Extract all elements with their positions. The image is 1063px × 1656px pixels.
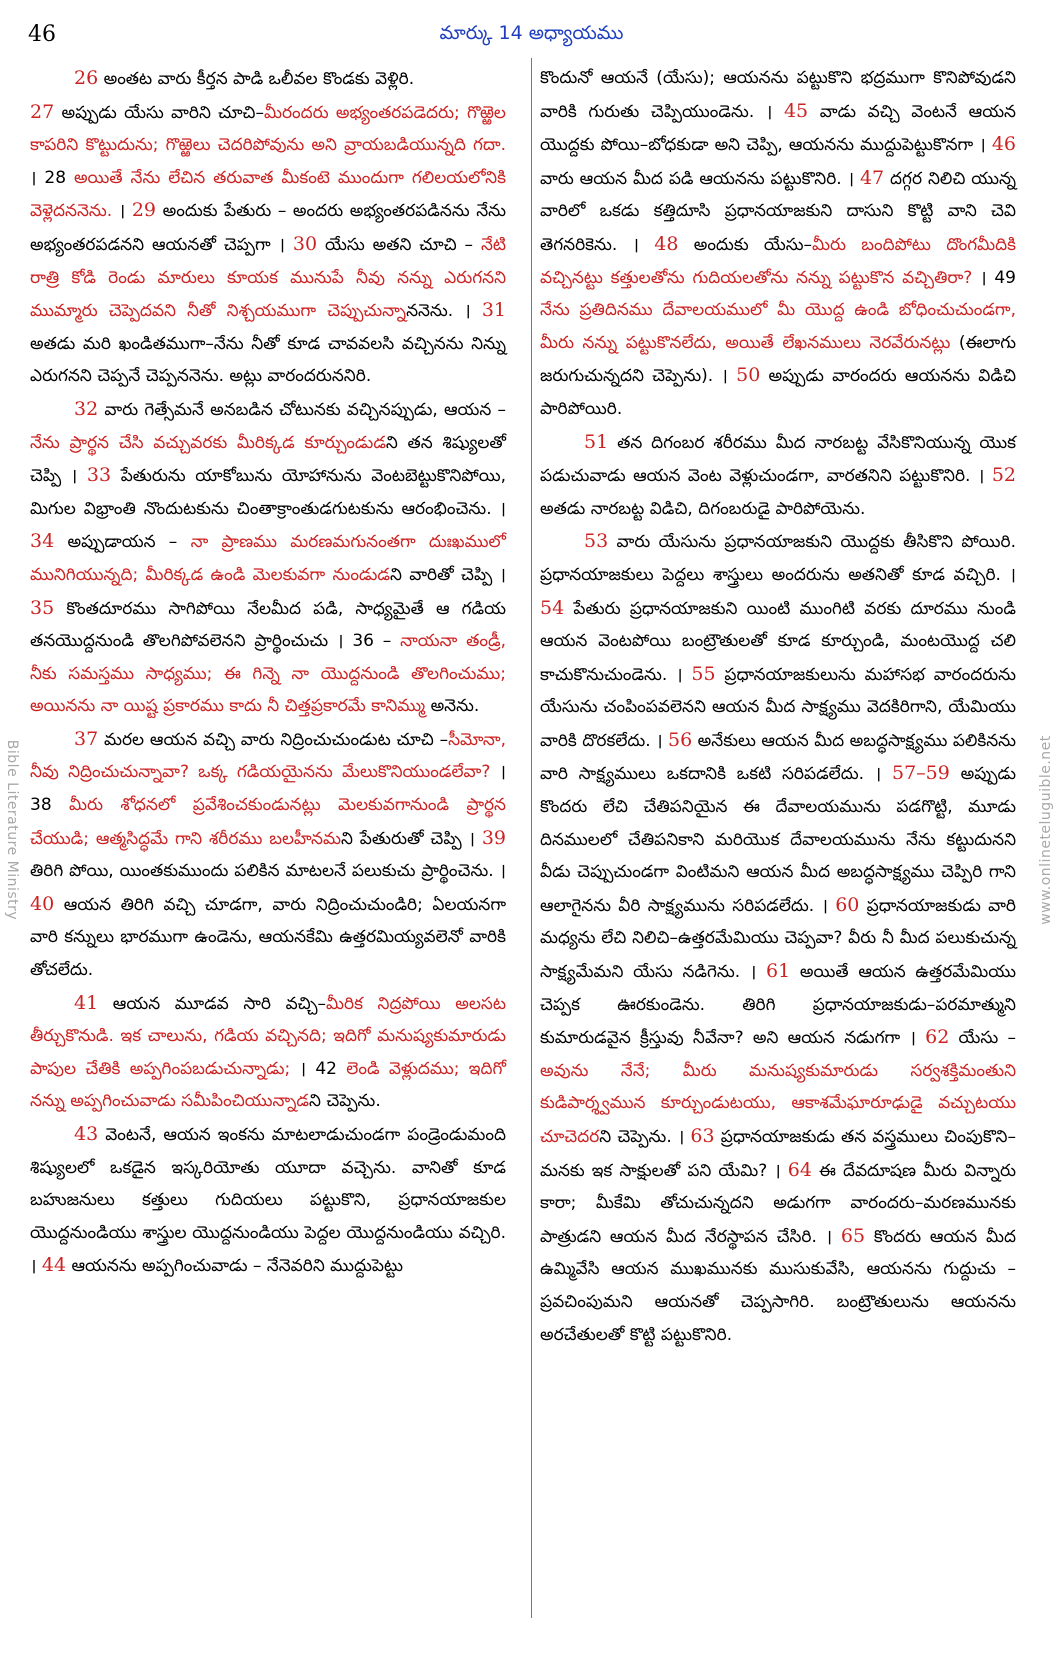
- verse-number: 57–59: [892, 762, 950, 785]
- paragraph: [540, 525, 1016, 1351]
- verse-text: వారు ఆయన మీద పడి ఆయనను పట్టుకొనిరి. ।: [540, 168, 860, 189]
- column-divider: [531, 58, 532, 1618]
- verse-text: తన దిగంబర శరీరము మీద నారబట్ట వేసికొనియున్న యొక పడుచువాడు ఆయన వెంట వెళ్లుచుండగా, వారతనిని పట్టుకొనిరి. ।: [540, 432, 1016, 487]
- words-of-jesus: మీరు శోధనలో ప్రవేశించకుండునట్లు మెలకువగానుండి ప్రార్థన చేయుడి; ఆత్మసిద్ధమే గాని శరీరము బలహీనమ: [30, 795, 506, 849]
- verse-text: అతడు మరి ఖండితముగా–నేను నీతో కూడ చావవలసి వచ్చినను నిన్ను ఎరుగనని చెప్పనే చెప్పననెను. అట్లు వారందరుననిరి.: [30, 333, 506, 387]
- verse-text: । 28: [30, 167, 74, 188]
- words-of-jesus: అయితే నేను లేచిన తరువాత మీకంటె ముందుగా గలిలయలోనికి వెళ్లెదననెను.: [30, 167, 506, 222]
- verse-number: 48: [654, 232, 679, 255]
- verse-number: 44: [41, 1254, 67, 1277]
- words-of-jesus: మీరందరు అభ్యంతరపడెదరు; గొఱ్ఱెల కాపరిని కొట్టుదును; గొఱ్ఱెలు చెదరిపోవును అని వ్రాయబడియున్నది గదా.: [30, 102, 506, 156]
- verse-text: ప్రధానయాజకులును మహాసభ వారందరును యేసును చంపింపవలెనని ఆయన మీద సాక్ష్యము వెదకిరిగాని, యేమియు వారికి దొరకలేదు. ।: [540, 664, 1016, 751]
- verse-number: 32: [74, 397, 99, 420]
- words-of-jesus: నేను ప్రతిదినము దేవాలయములో మీ యొద్ద ఉండి బోధించుచుండగా, మీరు నన్ను పట్టుకొనలేదు, అయితే లేఖనములు నెరవేరునట్లు: [540, 300, 1016, 353]
- verse-text: । 49: [972, 267, 1016, 288]
- verse-text: ని తన శిష్యులతో చెప్పి ।: [30, 432, 506, 487]
- words-of-jesus: నాయనా తండ్రీ, నీకు సమస్తము సాధ్యము; ఈ గిన్నె నా యొద్దనుండి తొలగించుము; అయినను నా యిష్ట ప్రకారము కాదు నీ చిత్తప్రకారమే కానిమ్ము: [30, 631, 507, 717]
- verse-number: 43: [74, 1123, 99, 1145]
- verse-number: 40: [30, 892, 55, 915]
- verse-text: కొందునో ఆయనే (యేసు); ఆయనను పట్టుకొని భద్రముగా కొనిపోవుడని వారికి గురుతు చెప్పియుండెను. ।: [540, 68, 1016, 122]
- verse-number: 56: [668, 728, 693, 751]
- verse-number: 65: [840, 1224, 866, 1247]
- words-of-jesus: లెండి వెళ్లుదము; ఇదిగో నన్ను అప్పగించువాడు సమీపించియున్నాడ: [30, 1058, 506, 1112]
- verse-number: 31: [481, 299, 507, 322]
- verse-text: ।: [112, 201, 132, 222]
- right-column: [540, 62, 1016, 1351]
- verse-text: అప్పుడు వారందరు ఆయనను విడిచి పారిపోయిరి.: [540, 366, 1016, 419]
- verse-number: 62: [925, 1026, 950, 1049]
- verse-number: 34: [30, 530, 55, 553]
- verse-text: అయితే ఆయన ఉత్తరమేమియు చెప్పక ఊరకుండెను. తిరిగి ప్రధానయాజకుడు–పరమాత్ముని కుమారుడవైన క్రీస్తువు నీవేనా? అని ఆయన నడుగగా ।: [540, 962, 1016, 1049]
- words-of-jesus: నేను ప్రార్థన చేసి వచ్చువరకు మీరిక్కడ కూర్చుండుడ: [30, 432, 386, 453]
- verse-number: 46: [991, 133, 1016, 156]
- verse-text: అంతట వారు కీర్తన పాడి ఒలీవల కొండకు వెళ్లిరి.: [98, 69, 415, 89]
- verse-text: ని చెప్పెను). ।: [631, 366, 737, 387]
- verse-text: దగ్గర నిలిచి యున్న వారిలో ఒకడు కత్తిదూసి ప్రధానయాజకుని దాసుని కొట్టి వాని చెవి తెగనరికెను. ।: [540, 168, 1016, 255]
- verse-number: 60: [835, 893, 860, 916]
- verse-number: 64: [787, 1158, 812, 1181]
- side-text-ministry: Bible Literature Ministry: [4, 739, 20, 921]
- verse-text: ఈ దేవదూషణ మీరు విన్నారు కారా; మీకేమి తోచుచున్నదని అడుగగా వారందరు–మరణమునకు పాత్రుడని ఆయన మీద నేరస్థాపన చేసిరి. ।: [540, 1160, 1016, 1247]
- paragraph: [30, 723, 506, 987]
- paragraph: [30, 393, 506, 723]
- verse-text: ని వారితో చెప్పి ।: [389, 564, 506, 585]
- verse-number: 33: [86, 464, 112, 487]
- page-header: [0, 0, 1063, 56]
- verse-text: తిరిగి పోయి, యింతకుముందు పలికిన మాటలనే పలుకుచు ప్రార్థించెను. ।: [30, 861, 506, 882]
- verse-text: అతడు నారబట్ట విడిచి, దిగంబరుడై పారిపోయెను.: [540, 498, 866, 519]
- verse-text: వాడు వచ్చి వెంటనే ఆయన యొద్దకు పోయి–బోధకుడా అని చెప్పి, ఆయనను ముద్దుపెట్టుకొనగా ।: [540, 101, 1016, 156]
- verse-text: । 38: [30, 762, 506, 816]
- words-of-jesus: నా ప్రాణము మరణమగునంతగా దుఃఖములో మునిగియున్నది; మీరిక్కడ ఉండి మెలకువగా నుండుడ: [30, 532, 506, 585]
- verse-number: 50: [736, 364, 761, 387]
- verse-text: ని చెప్పెను.: [309, 1091, 381, 1112]
- verse-number: 30: [292, 232, 318, 255]
- verse-number: 26: [74, 67, 99, 89]
- verse-number: 47: [859, 166, 885, 189]
- verse-number: 41: [74, 991, 99, 1014]
- verse-number: 61: [766, 960, 791, 983]
- verse-text: ననెను. ।: [406, 301, 482, 322]
- verse-text: కొంతదూరము సాగిపోయి నేలమీద పడి, సాధ్యమైతే ఆ గడియ తనయొద్దనుండి తొలగిపోవలెనని ప్రార్థించుచు । 36 –: [30, 598, 506, 652]
- verse-text: ని పేతురుతో చెప్పి ।: [340, 828, 482, 849]
- verse-text: అనెను.: [425, 696, 480, 717]
- words-of-jesus: సీమోనా, నీవు నిద్రించుచున్నావా? ఒక్క గడియయైనను మేలుకొనియుండలేవా?: [30, 729, 506, 783]
- verse-number: 63: [690, 1125, 715, 1147]
- verse-text: యేసు అతని చూచి –: [317, 234, 481, 255]
- verse-text: ప్రధానయాజకుడు వారి మధ్యను లేచి నిలిచి–ఉత్తరమేమియు చెప్పవా? వీరు నీ మీద పలుకుచున్న సాక్ష్యమేమని యేసు నడిగెను. ।: [540, 895, 1016, 983]
- paragraph: [30, 62, 506, 96]
- verse-number: 39: [481, 826, 506, 849]
- verse-text: (ఈలాగు జరుగుచున్నద: [540, 332, 1016, 387]
- words-of-jesus: మీరు బందిపోటు దొంగమీదికి వచ్చినట్టు కత్తులతోను గుదియలతోను నన్ను పట్టుకొన వచ్చితిరా?: [540, 234, 1016, 288]
- verse-number: 52: [991, 464, 1016, 487]
- verse-number: 53: [584, 530, 609, 553]
- verse-text: ప్రధానయాజకుడు తన వస్త్రములు చింపుకొని–మనకు ఇక సాక్షులతో పని యేమి? ।: [540, 1127, 1016, 1181]
- paragraph: [540, 62, 1016, 426]
- paragraph: [30, 987, 506, 1118]
- verse-text: అప్పుడాయన –: [54, 532, 191, 553]
- verse-text: ఆయన తిరిగి వచ్చి చూడగా, వారు నిద్రించుచుండిరి; ఏలయనగా వారి కన్నులు భారముగా ఉండెను, ఆయనకేమి ఉత్తరమియ్యవలెనో వారికి తోచలేదు.: [30, 894, 506, 981]
- paragraph: [30, 1118, 506, 1283]
- verse-text: అప్పుడు యేసు వారిని చూచి–: [54, 102, 264, 123]
- verse-text: కొందరు ఆయన మీద ఉమ్మివేసి ఆయన ముఖమునకు ముసుకువేసి, ఆయనను గుద్దుచు – ప్రవచింపుమని ఆయనతో చెప్పసాగిరి. బంట్రౌతులును ఆయనను అరచేతులతో కొట్టి పట్టుకొనిరి.: [540, 1226, 1016, 1345]
- verse-text: ని చెప్పెను. ।: [599, 1127, 691, 1147]
- paragraph: [540, 426, 1016, 526]
- verse-text: అందుకు యేసు–: [678, 234, 813, 255]
- verse-text: వెంటనే, ఆయన ఇంకను మాటలాడుచుండగా పండ్రెండుమంది శిష్యులలో ఒకడైన ఇస్కరియోతు యూదా వచ్చెను. వానితో కూడ బహుజనులు కత్తులు గుదియలు పట్టుకొని, ప్రధానయాజకుల యొద్దనుండియు శాస్త్రుల యొద్దనుండియు పెద్దల యొద్దనుండియు వచ్చిరి. ।: [30, 1125, 506, 1277]
- verse-text: పేతురు ప్రధానయాజకుని యింటి ముంగిటి వరకు దూరము నుండి ఆయన వెంటపోయి బంట్రౌతులతో కూడ కూర్చుండి, మంటయొద్ద చలి కాచుకొనుచుండెను. ।: [540, 598, 1016, 685]
- verse-text: వారు యేసును ప్రధానయాజకుని యొద్దకు తీసికొని పోయిరి. ప్రధానయాజకులు పెద్దలు శాస్త్రులు అందరును అతనితో కూడ వచ్చిరి. ।: [540, 532, 1016, 585]
- verse-number: 37: [74, 727, 99, 750]
- words-of-jesus: అవును నేనే; మీరు మనుష్యకుమారుడు సర్వశక్తిమంతుని కుడిపార్శ్వమున కూర్చుండుటయు, ఆకాశమేఘారూఢుడై వచ్చుటయు చూచెదర: [540, 1060, 1016, 1147]
- verse-number: 51: [584, 430, 609, 453]
- words-of-jesus: మీరిక నిద్రపోయి అలసట తీర్చుకొనుడి. ఇక చాలును, గడియ వచ్చినది; ఇదిగో మనుష్యకుమారుడు పాపుల చేతికి అప్పగింపబడుచున్నాడు;: [30, 993, 506, 1079]
- verse-text: యేసు –: [949, 1028, 1016, 1049]
- verse-text: అనేకులు ఆయన మీద అబద్ధసాక్ష్యము పలికినను వారి సాక్ష్యములు ఒకదానికి ఒకటి సరిపడలేదు. ।: [540, 730, 1016, 785]
- verse-number: 55: [691, 662, 716, 685]
- paragraph: [30, 96, 506, 393]
- verse-number: 29: [131, 199, 156, 222]
- verse-number: 35: [30, 596, 55, 619]
- side-text-website: www.onlineteluguible.net: [1038, 735, 1054, 925]
- verse-number: 45: [783, 99, 809, 122]
- page-number: 46: [28, 22, 56, 47]
- chapter-title: మార్కు 14 అధ్యాయము: [439, 22, 624, 44]
- verse-text: వారు గెత్సేమనే అనబడిన చోటునకు వచ్చినప్పుడు, ఆయన –: [98, 399, 506, 420]
- verse-number: 27: [30, 100, 55, 123]
- verse-text: । 42: [290, 1058, 347, 1079]
- verse-number: 54: [540, 596, 565, 619]
- verse-text: ఆయన మూడవ సారి వచ్చి–: [98, 993, 327, 1014]
- verse-text: ఆయనను అప్పగించువాడు – నేనెవరిని ముద్దుపెట్టు: [66, 1256, 404, 1277]
- left-column: [30, 62, 506, 1283]
- verse-text: అందుకు పేతురు – అందరు అభ్యంతరపడినను నేను అభ్యంతరపడనని ఆయనతో చెప్పగా ।: [30, 201, 506, 255]
- words-of-jesus: నేటి రాత్రి కోడి రెండు మారులు కూయక మునుపే నీవు నన్ను ఎరుగనని ముమ్మారు చెప్పెదవని నీతో నిశ్చయముగా చెప్పుచున్నా: [30, 234, 506, 322]
- verse-text: పేతురును యాకోబును యోహానును వెంటబెట్టుకొనిపోయి, మిగుల విభ్రాంతి నొందుటకును చింతాక్రాంతుడగుటకును ఆరంభించెను. ।: [30, 466, 506, 519]
- verse-text: మరల ఆయన వచ్చి వారు నిద్రించుచుండుట చూచి –: [98, 729, 449, 750]
- verse-text: అప్పుడు కొందరు లేచి చేతిపనియైన ఈ దేవాలయమును పడగొట్టి, మూడు దినములలో చేతిపనికాని మరియొక దేవాలయమును నేను కట్టుదునని వీడు చెప్పుచుండగా వింటిమని ఆయన మీద అబద్ధసాక్ష్యము చెప్పిరి గాని ఆలాగైనను వీరి సాక్ష్యమును సరిపడలేదు. ।: [540, 764, 1016, 916]
